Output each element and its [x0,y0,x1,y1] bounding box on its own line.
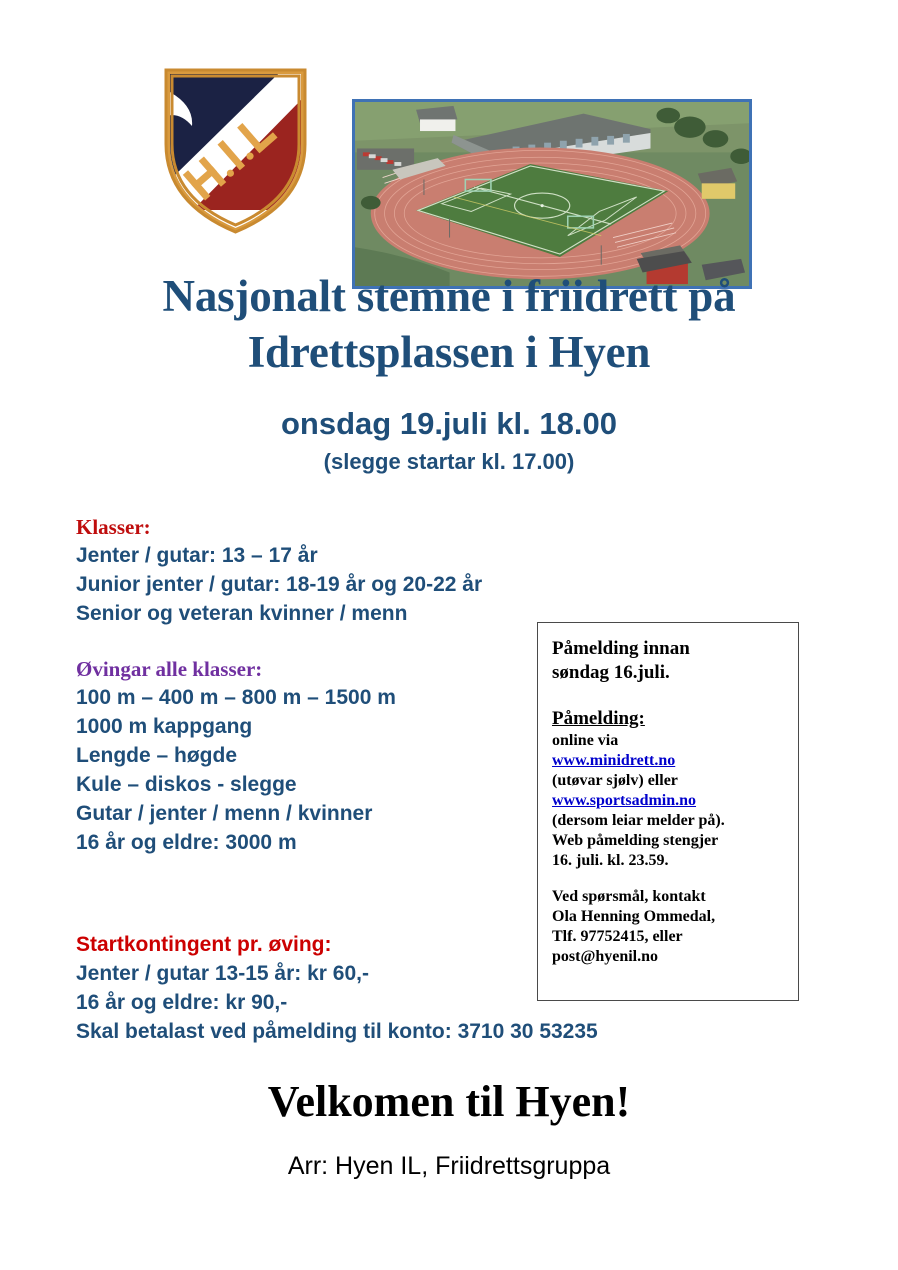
ovingar-line: Kule – diskos - slegge [76,773,297,796]
registration-info-box [537,622,799,1001]
page-title-line-1: Nasjonalt stemne i friidrett på [162,271,736,321]
sportsadmin-link[interactable]: www.sportsadmin.no [552,792,697,809]
ovingar-heading: Øvingar alle klasser: [76,657,263,681]
registration-note-1: (utøvar sjølv) eller [552,772,678,789]
event-datetime-note: (slegge startar kl. 17.00) [323,449,575,474]
page-title [0,268,898,380]
registration-heading: Påmelding: [552,708,645,729]
aerial-stadium-photo [352,99,752,289]
klasser-line: Senior og veteran kvinner / menn [76,602,408,625]
ovingar-line: 1000 m kappgang [76,715,253,738]
ovingar-line: 100 m – 400 m – 800 m – 1500 m [76,686,396,709]
ovingar-line: Gutar / jenter / menn / kvinner [76,802,373,825]
contact-phone: Tlf. 97752415, eller [552,928,683,945]
klasser-heading: Klasser: [76,515,151,539]
registration-deadline-line-1: Påmelding innan [552,638,690,659]
startkontingent-heading: Startkontingent pr. øving: [76,933,332,956]
startkontingent-line: Skal betalast ved påmelding til konto: 3710 30 53235 [76,1020,598,1043]
arranger-credit: Arr: Hyen IL, Friidrettsgruppa [287,1152,611,1180]
startkontingent-line: Jenter / gutar 13-15 år: kr 60,- [76,962,369,985]
klasser-section [76,514,482,628]
startkontingent-line: 16 år og eldre: kr 90,- [76,991,288,1014]
startkontingent-section [76,930,598,1046]
welcome-message: Velkomen til Hyen! [267,1077,631,1126]
minidrett-link[interactable]: www.minidrett.no [552,752,676,769]
ovingar-line: Lengde – høgde [76,744,238,767]
ovingar-line: 16 år og eldre: 3000 m [76,831,297,854]
klasser-line: Jenter / gutar: 13 – 17 år [76,544,318,567]
ovingar-section [76,655,396,857]
spacer [552,871,798,887]
contact-name: Ola Henning Ommedal, [552,908,716,925]
hil-club-shield-icon [158,60,313,235]
registration-close-line-2: 16. juli. kl. 23.59. [552,852,669,869]
registration-close-line-1: Web påmelding stengjer [552,832,719,849]
contact-email: post@hyenil.no [552,948,659,965]
contact-line-1: Ved spørsmål, kontakt [552,888,706,905]
page-title-line-2: Idrettsplassen i Hyen [247,327,651,377]
poster-header [0,42,898,257]
registration-online-via: online via [552,732,619,749]
registration-note-2: (dersom leiar melder på). [552,812,725,829]
klasser-line: Junior jenter / gutar: 18-19 år og 20-22 år [76,573,483,596]
event-datetime: onsdag 19.juli kl. 18.00 [281,406,617,441]
registration-deadline-line-2: søndag 16.juli. [552,662,670,683]
